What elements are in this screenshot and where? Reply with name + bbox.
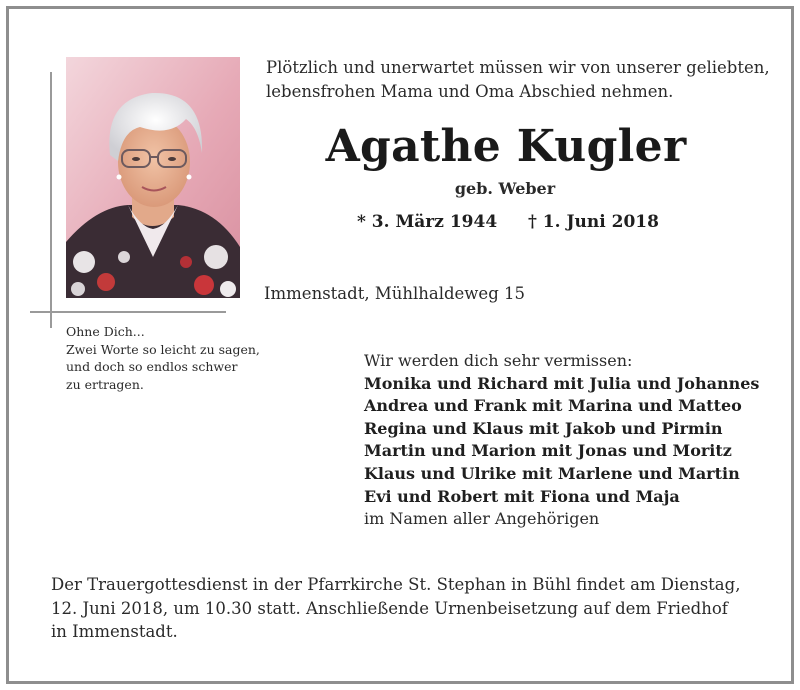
poem-line: zu ertragen. [66,376,144,392]
deceased-name: Agathe Kugler [325,121,687,172]
poem-line: Zwei Worte so leicht zu sagen, [66,341,260,357]
mourner-line: Klaus und Ulrike mit Marlene und Martin [364,463,740,483]
horizontal-divider [30,311,226,313]
intro-line: lebensfrohen Mama und Oma Abschied nehmen. [266,82,674,101]
death-date: † 1. Juni 2018 [528,212,659,232]
mourner-line: Evi und Robert mit Fiona und Maja [364,486,680,506]
birth-date: * 3. März 1944 [357,212,498,232]
mourners-lead: Wir werden dich sehr vermissen: [364,351,633,370]
mourner-line: Martin und Marion mit Jonas und Moritz [364,441,732,461]
vertical-divider [50,72,52,328]
service-line: in Immenstadt. [51,622,178,641]
intro-text [266,56,776,104]
service-line: 12. Juni 2018, um 10.30 statt. Anschließende Urnenbeisetzung auf dem Friedhof [51,598,728,618]
poem-line: Ohne Dich... [66,324,145,339]
mourner-line: Monika und Richard mit Julia und Johannes [364,373,760,393]
mourner-line: Andrea und Frank mit Marina und Matteo [364,396,742,416]
mourners-tail: im Namen aller Angehörigen [364,509,600,529]
portrait-photo [66,57,240,298]
address: Immenstadt, Mühlhaldeweg 15 [264,284,526,303]
mourner-line: Regina und Klaus mit Jakob und Pirmin [364,418,723,438]
birth-name: geb. Weber [454,179,556,198]
service-info [51,573,771,644]
poem [66,323,286,393]
service-line: Der Trauergottesdienst in der Pfarrkirche St. Stephan in Bühl findet am Dienstag, [51,575,741,594]
mourners-list [364,350,784,531]
intro-line: Plötzlich und unerwartet müssen wir von unserer geliebten, [266,58,770,77]
poem-line: und doch so endlos schwer [66,359,238,374]
